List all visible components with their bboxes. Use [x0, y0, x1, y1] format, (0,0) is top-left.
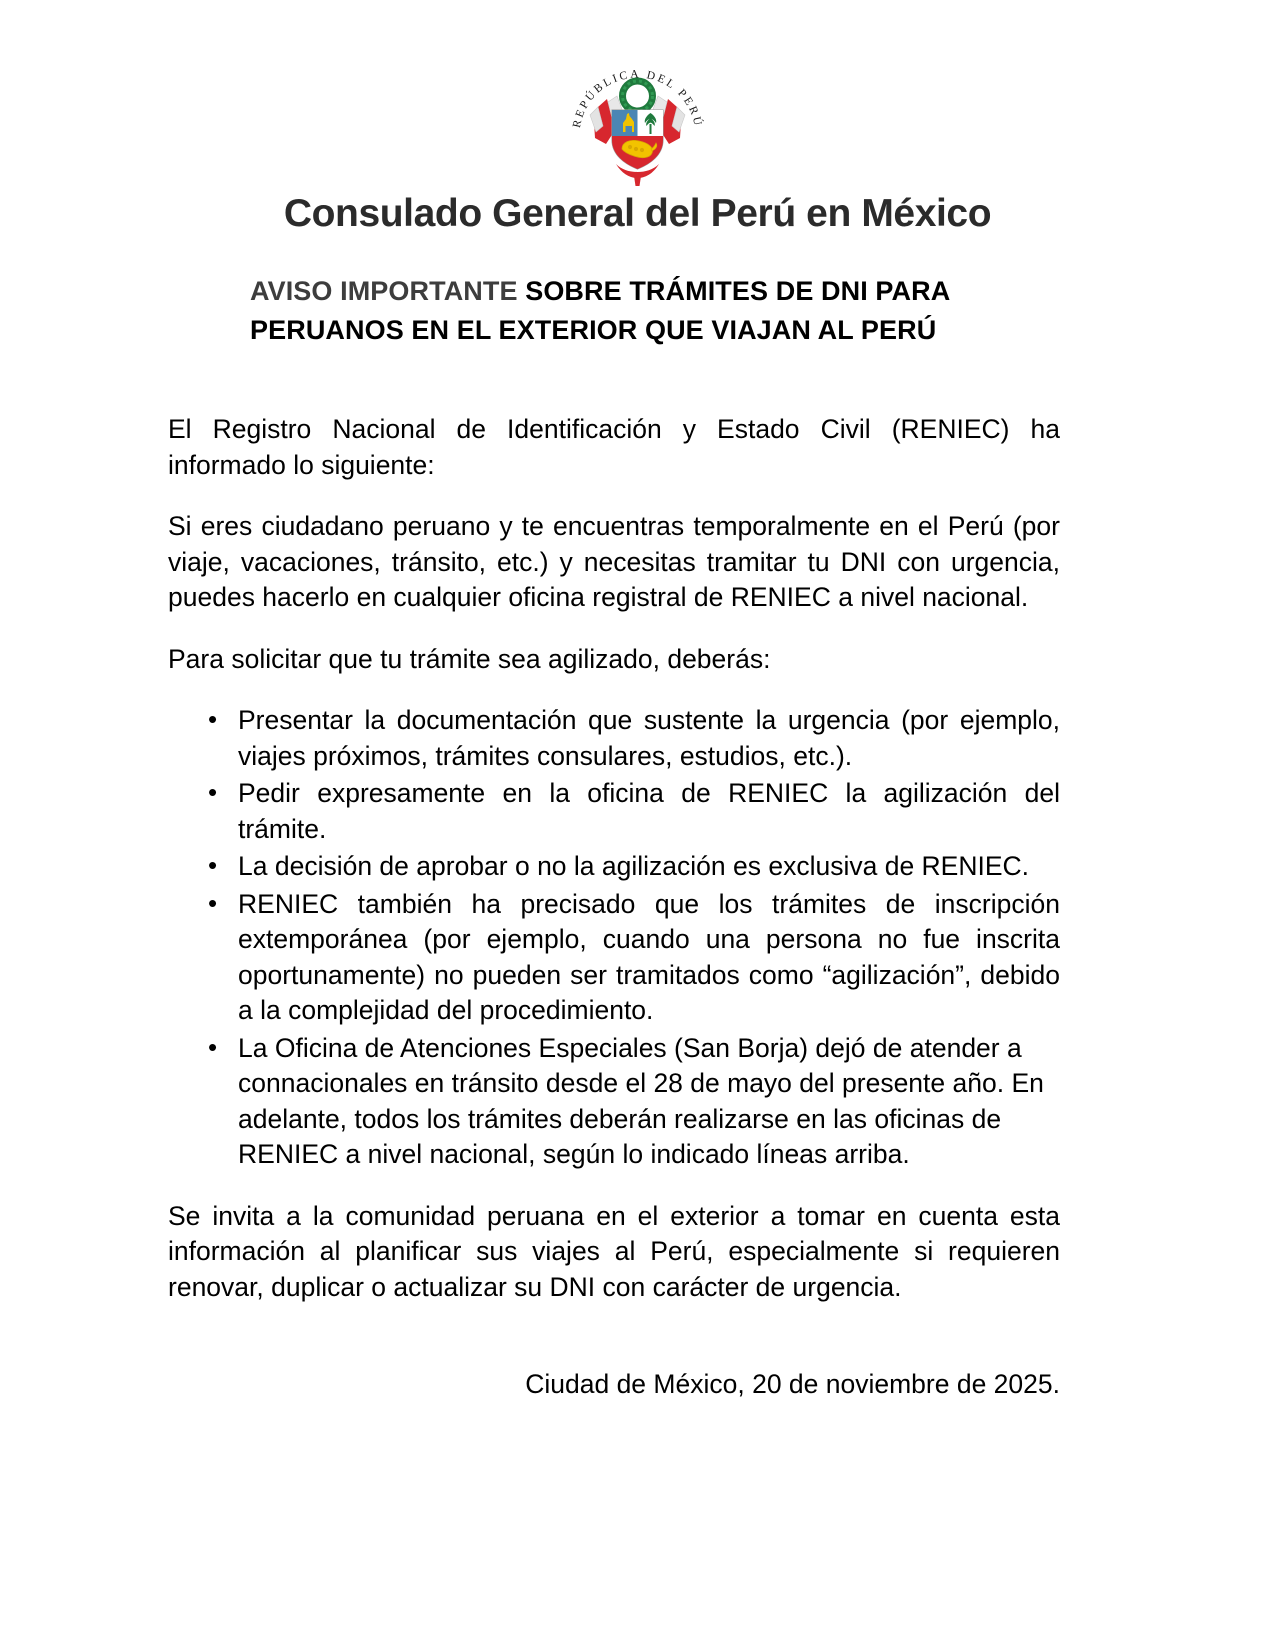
list-item: • La Oficina de Atenciones Especiales (San Borja) dejó de atender a connacionales en tránsito desde el 28 de mayo del presente año. En adelante, todos los trámites deberán realizarse en las oficinas de RENIEC a nivel nacional, según lo indicado líneas arriba.: [168, 1031, 1060, 1173]
document-body: [168, 350, 1060, 1305]
page-title: Consulado General del Perú en México: [283, 192, 992, 235]
notice-headline: [250, 272, 1035, 350]
paragraph-intro: El Registro Nacional de Identificación y Estado Civil (RENIEC) ha informado lo siguiente:: [168, 414, 1060, 480]
emblem-container: [0, 0, 1275, 187]
svg-text:REPÚBLICA DEL PERÚ: REPÚBLICA DEL PERÚ: [570, 68, 705, 129]
paragraph-closing: Se invita a la comunidad peruana en el exterior a tomar en cuenta esta información al planificar sus viajes al Perú, especialmente si requieren renovar, duplicar o actualizar su DNI con carácter de urgencia.: [168, 1200, 1060, 1302]
requirements-list: [168, 703, 1060, 1173]
list-item: • Presentar la documentación que sustente la urgencia (por ejemplo, viajes próximos, trámites consulares, estudios, etc.).: [168, 703, 1060, 774]
notice-headline-rest: SOBRE TRÁMITES DE DNI PARA PERUANOS EN EL EXTERIOR QUE VIAJAN AL PERÚ: [250, 275, 950, 346]
list-item: • RENIEC también ha precisado que los trámites de inscripción extemporánea (por ejemplo, cuando una persona no fue inscrita oportunamente) no pueden ser tramitados como “agilización”, debido a la complejidad del procedimiento.: [168, 887, 1060, 1029]
peru-coat-of-arms-icon: [560, 52, 715, 187]
paragraph-situation: Si eres ciudadano peruano y te encuentras temporalmente en el Perú (por viaje, vacaciones, tránsito, etc.) y necesitas tramitar tu DNI con urgencia, puedes hacerlo en cualquier oficina registral de RENIEC a nivel nacional.: [168, 511, 1060, 613]
date-line: Ciudad de México, 20 de noviembre de 2025.: [525, 1369, 1060, 1400]
paragraph-requirements-intro: Para solicitar que tu trámite sea agilizado, deberás:: [168, 643, 771, 674]
list-item: • La decisión de aprobar o no la agilización es exclusiva de RENIEC.: [168, 849, 1060, 885]
notice-headline-lead: AVISO IMPORTANTE: [250, 275, 518, 306]
list-item: • Pedir expresamente en la oficina de RENIEC la agilización del trámite.: [168, 776, 1060, 847]
